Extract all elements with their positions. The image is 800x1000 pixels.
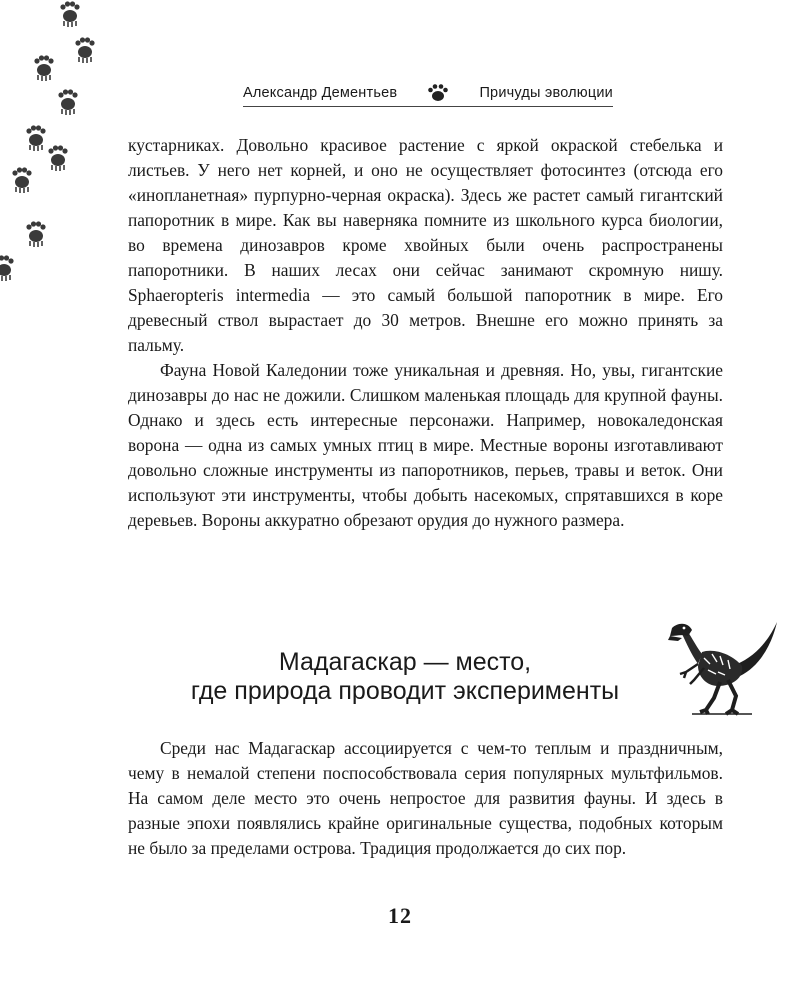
running-header [243, 82, 613, 107]
section-title [140, 648, 670, 706]
header-author: Александр Дементьев [243, 85, 398, 101]
dinosaur-illustration [662, 614, 782, 718]
body-text-top [128, 133, 723, 533]
paragraph: кустарниках. Довольно красивое растение с яркой окраской стебелька и листьев. У него нет корней, и оно не осуществляет фотосинтез (отсюда его «инопланетная» пурпурно-черная окраска). Здесь же растет самый гигантский папоротник в мире. Как вы наверняка помните из школьного курса биологии, во времена динозавров кроме хвойных были очень распространены папоротники. В наших лесах они сейчас занимают скромную нишу. Sphaeropteris intermedia — это самый большой папоротник в мире. Его древесный ствол вырастает до 30 метров. Внешне его можно принять за пальму. [128, 135, 723, 355]
section-title-line1: Мадагаскар — место, [278, 648, 532, 676]
footprint-trail-icon [0, 0, 110, 300]
paw-print-icon [426, 83, 450, 103]
body-text-bottom [128, 736, 723, 861]
page-number: 12 [388, 903, 412, 928]
paragraph: Среди нас Мадагаскар ассоциируется с чем-то теплым и праздничным, чему в немалой степени поспособствовала серия популярных мультфильмов. На самом деле место это очень непростое для развития фауны. И здесь в разные эпохи появлялись крайне оригинальные существа, подобных которым не было за пределами острова. Традиция продолжается до сих пор. [128, 738, 723, 858]
header-book-title: Причуды эволюции [479, 85, 613, 101]
paragraph: Фауна Новой Каледонии тоже уникальная и древняя. Но, увы, гигантские динозавры до нас не дожили. Слишком маленькая площадь для крупной фауны. Однако и здесь есть интересные персонажи. Например, новокаледонская ворона — одна из самых умных птиц в мире. Местные вороны изготавливают довольно сложные инструменты из папоротников, перьев, травы и веток. Они используют эти инструменты, чтобы добыть насекомых, спрятавшихся в коре деревьев. Вороны аккуратно обрезают орудия до нужного размера. [128, 360, 723, 530]
section-title-line2: где природа проводит эксперименты [190, 677, 620, 705]
